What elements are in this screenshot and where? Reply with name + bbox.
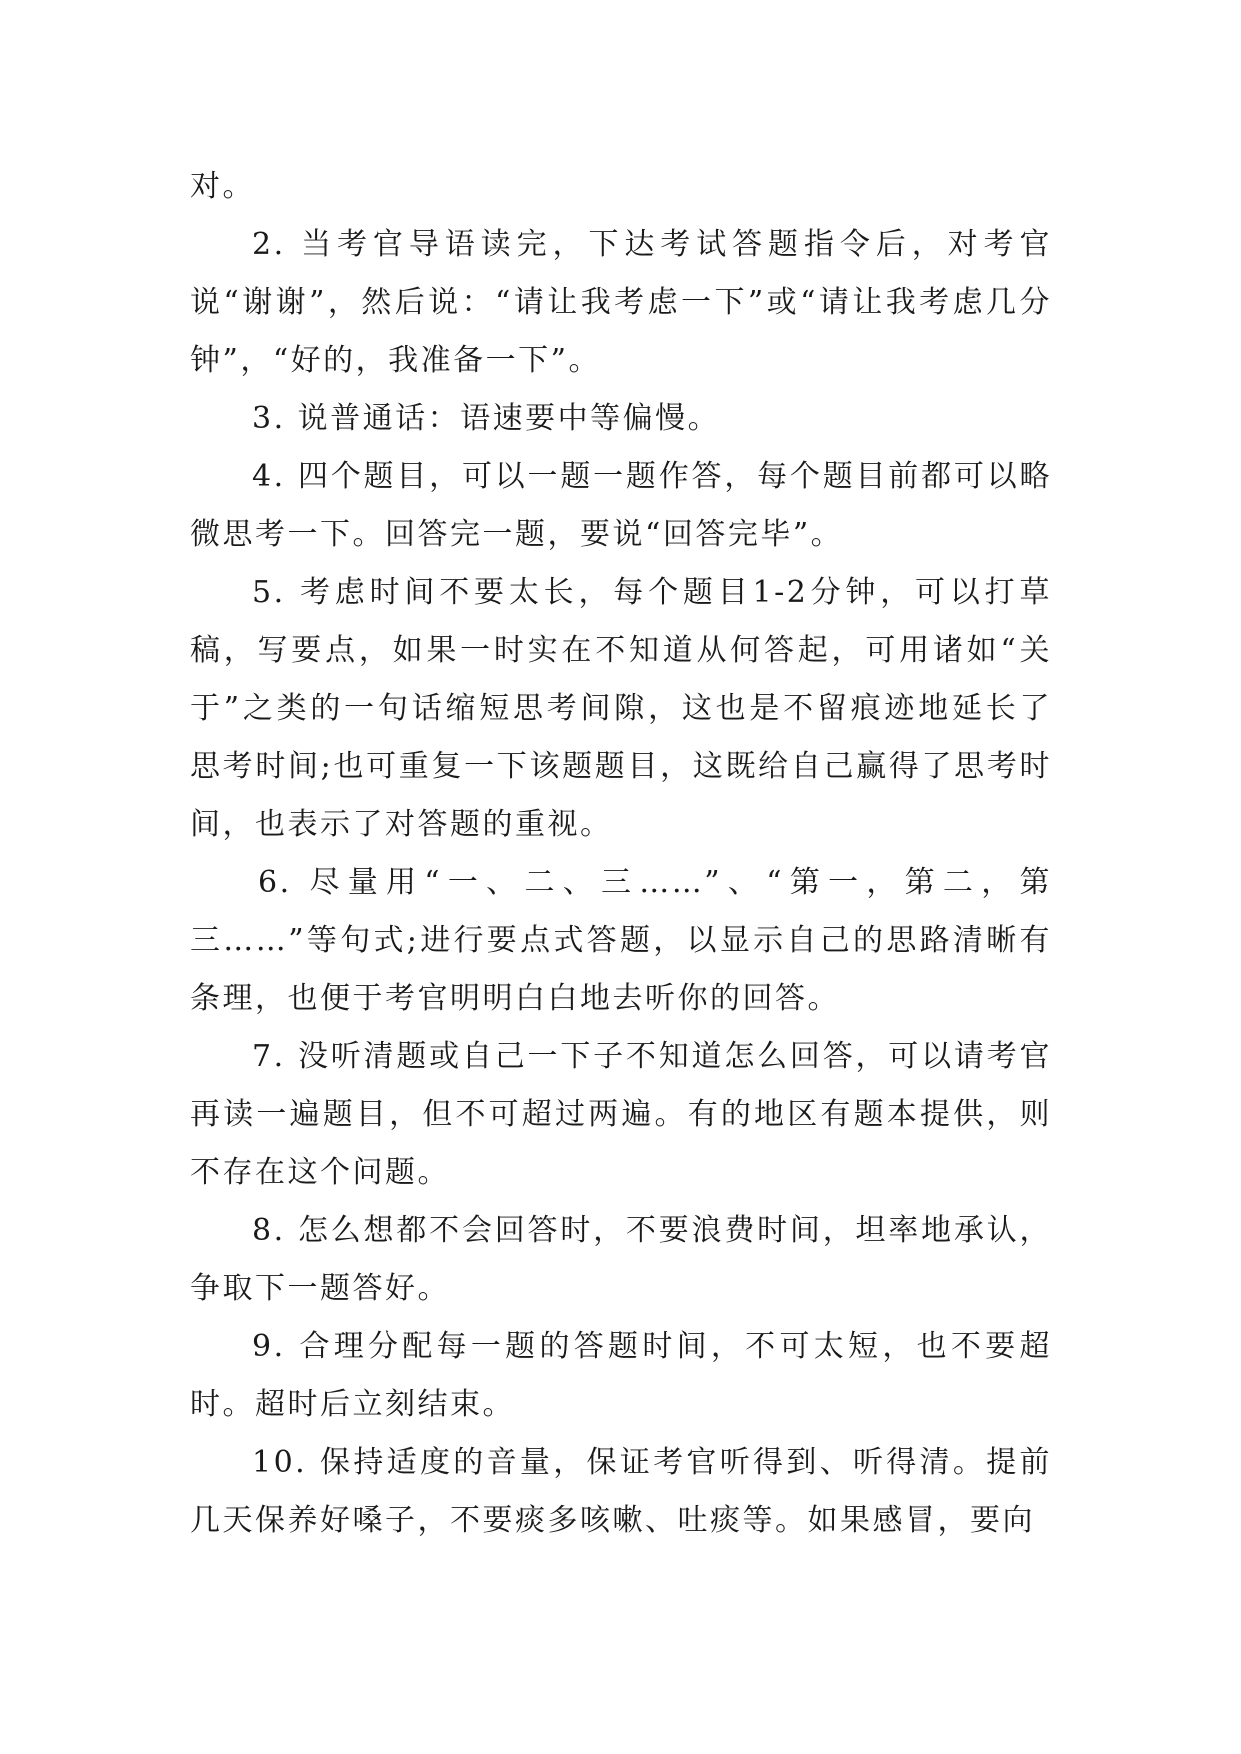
paragraph-item-8: 8. 怎么想都不会回答时，不要浪费时间，坦率地承认，争取下一题答好。 (190, 1213, 1052, 1306)
paragraph-item-4: 4. 四个题目，可以一题一题作答，每个题目前都可以略微思考一下。回答完一题，要说“回答完毕”。 (190, 459, 1052, 552)
paragraph-item-3: 3. 说普通话：语速要中等偏慢。 (252, 401, 721, 436)
paragraph-item-10: 10. 保持适度的音量，保证考官听得到、听得清。提前几天保养好嗓子，不要痰多咳嗽、吐痰等。如果感冒，要向 (190, 1445, 1052, 1538)
paragraph-continuation: 对。 (190, 169, 255, 204)
paragraph-item-6: 6. 尽量用“一、二、三……”、“第一，第二，第三……”等句式;进行要点式答题，以显示自己的思路清晰有条理，也便于考官明明白白地去听你的回答。 (190, 865, 1052, 1016)
paragraph-item-5: 5. 考虑时间不要太长，每个题目1-2分钟，可以打草稿，写要点，如果一时实在不知道从何答起，可用诸如“关于”之类的一句话缩短思考间隙，这也是不留痕迹地延长了思考时间;也可重复一下该题题目，这既给自己赢得了思考时间，也表示了对答题的重视。 (190, 575, 1052, 842)
paragraph-item-7: 7. 没听清题或自己一下子不知道怎么回答，可以请考官再读一遍题目，但不可超过两遍。有的地区有题本提供，则不存在这个问题。 (190, 1039, 1052, 1190)
paragraph-item-2: 2. 当考官导语读完，下达考试答题指令后，对考官说“谢谢”，然后说：“请让我考虑一下”或“请让我考虑几分钟”，“好的，我准备一下”。 (190, 227, 1052, 378)
paragraph-item-9: 9. 合理分配每一题的答题时间，不可太短，也不要超时。超时后立刻结束。 (190, 1329, 1052, 1422)
document-body (190, 158, 1052, 1550)
